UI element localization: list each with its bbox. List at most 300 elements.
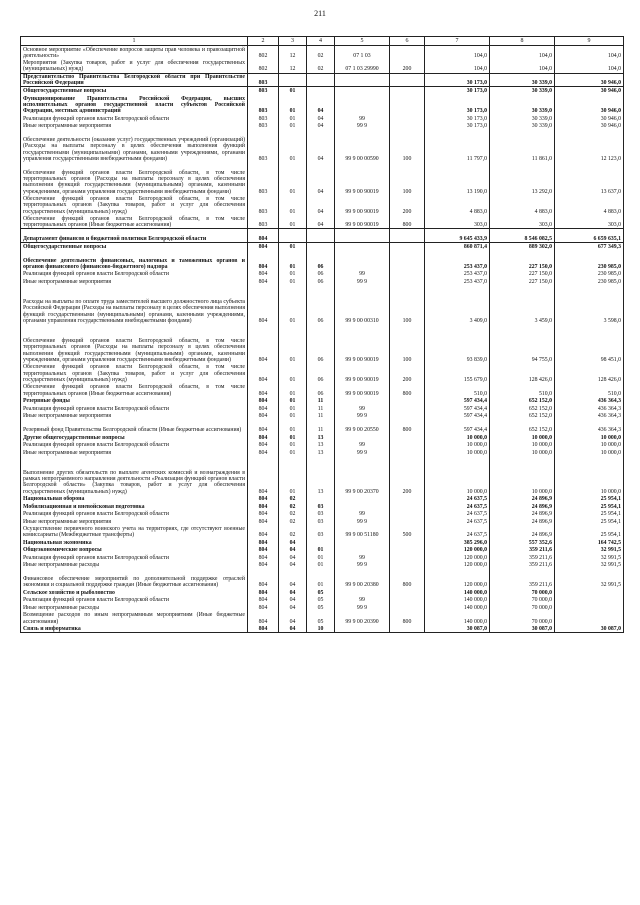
ministry-code-cell: 803 <box>248 73 279 87</box>
section-code-cell: 02 <box>279 510 307 518</box>
row-name-cell: Основное мероприятие «Обеспечение вопросов защиты прав человека и правозащитной деятельности» <box>21 46 248 60</box>
table-row <box>21 114 624 122</box>
amount-year3-cell <box>555 589 624 597</box>
amount-year2-cell: 557 352,6 <box>490 539 555 547</box>
amount-year3-cell: 10 000,0 <box>555 441 624 449</box>
column-header: 7 <box>425 37 490 46</box>
amount-year2-cell: 227 150,0 <box>490 250 555 270</box>
expense-type-cell <box>390 596 425 604</box>
amount-year3-cell: 32 991,5 <box>555 554 624 562</box>
table-row <box>21 611 624 625</box>
expense-type-cell <box>390 554 425 562</box>
table-row <box>21 546 624 554</box>
subsection-code-cell <box>307 229 335 243</box>
budget-table <box>20 36 624 633</box>
expense-type-cell <box>390 517 425 525</box>
expense-type-cell <box>390 250 425 270</box>
target-article-cell: 99 9 00 00310 <box>335 285 390 324</box>
amount-year2-cell: 359 211,6 <box>490 561 555 569</box>
amount-year3-cell: 32 991,5 <box>555 569 624 589</box>
target-article-cell: 99 9 <box>335 122 390 130</box>
ministry-code-cell: 804 <box>248 448 279 456</box>
ministry-code-cell: 804 <box>248 270 279 278</box>
amount-year3-cell: 436 364,3 <box>555 405 624 413</box>
amount-year1-cell: 11 797,0 <box>425 129 490 162</box>
amount-year3-cell: 104,0 <box>555 46 624 60</box>
table-row <box>21 94 624 114</box>
target-article-cell: 07 1 03 29990 <box>335 59 390 73</box>
expense-type-cell <box>390 270 425 278</box>
ministry-code-cell: 804 <box>248 285 279 324</box>
target-article-cell: 99 9 00 20380 <box>335 569 390 589</box>
ministry-code-cell: 804 <box>248 433 279 441</box>
ministry-code-cell: 803 <box>248 215 279 229</box>
table-body <box>21 46 624 633</box>
row-name-cell: Обеспечение функций органов власти Белгородской области, в том числе территориальных органов (Расходы на выплаты персоналу в целях обеспечения выполнения функций государственными (муниципальными) органами, казенными учреждениями, органами управления государственными внебюджетными фондами) <box>21 324 248 363</box>
row-name-cell: Национальная экономика <box>21 539 248 547</box>
row-name-cell: Иные непрограммные расходы <box>21 561 248 569</box>
section-code-cell: 01 <box>279 243 307 251</box>
row-name-cell: Выполнение других обязательств по выплате агентских комиссий и вознаграждения в рамках непрограммного направления деятельности «Реализация функций органов власти Белгородской области» (Закупка товаров, работ и услуг для обеспечения государственных (муниципальных) нужд) <box>21 456 248 495</box>
row-name-cell: Обеспечение функций органов власти Белгородской области, в том числе территориальных органов (Закупка товаров, работ и услуг для обеспечения государственных (муниципальных) нужд) <box>21 363 248 383</box>
ministry-code-cell: 802 <box>248 59 279 73</box>
target-article-cell: 99 <box>335 554 390 562</box>
amount-year1-cell: 253 437,0 <box>425 278 490 286</box>
table-row <box>21 569 624 589</box>
expense-type-cell <box>390 405 425 413</box>
section-code-cell: 01 <box>279 433 307 441</box>
section-code-cell: 01 <box>279 397 307 405</box>
column-header: 6 <box>390 37 425 46</box>
ministry-code-cell: 804 <box>248 243 279 251</box>
amount-year1-cell: 104,0 <box>425 46 490 60</box>
ministry-code-cell: 804 <box>248 502 279 510</box>
row-name-cell: Обеспечение функций органов власти Белгородской области, в том числе территориальных органов (Расходы на выплаты персоналу в целях обеспечения выполнения функций государственными (муниципальными) органами, казенными учреждениями, органами управления государственными внебюджетными фондами) <box>21 162 248 195</box>
table-row <box>21 383 624 397</box>
table-row <box>21 456 624 495</box>
table-row <box>21 502 624 510</box>
target-article-cell: 99 9 <box>335 604 390 612</box>
amount-year1-cell: 597 434,4 <box>425 405 490 413</box>
section-code-cell: 01 <box>279 94 307 114</box>
target-article-cell: 99 <box>335 270 390 278</box>
expense-type-cell <box>390 114 425 122</box>
table-row <box>21 73 624 87</box>
amount-year3-cell: 10 000,0 <box>555 433 624 441</box>
section-code-cell: 01 <box>279 87 307 95</box>
target-article-cell <box>335 502 390 510</box>
table-row <box>21 250 624 270</box>
column-header: 8 <box>490 37 555 46</box>
expense-type-cell <box>390 46 425 60</box>
amount-year2-cell: 227 150,0 <box>490 278 555 286</box>
amount-year3-cell: 128 426,0 <box>555 363 624 383</box>
row-name-cell: Национальная оборона <box>21 495 248 503</box>
amount-year1-cell: 30 173,0 <box>425 94 490 114</box>
ministry-code-cell: 803 <box>248 129 279 162</box>
row-name-cell: Обеспечение деятельности (оказание услуг) государственных учреждений (организаций) (Расходы на выплаты персоналу в целях обеспечения выполнения функций государственными (муниципальными) органами, казенными учреждениями, органами управления государственными внебюджетными фондами) <box>21 129 248 162</box>
amount-year1-cell: 24 637,5 <box>425 510 490 518</box>
section-code-cell: 01 <box>279 456 307 495</box>
row-name-cell: Сельское хозяйство и рыболовство <box>21 589 248 597</box>
row-name-cell: Иные непрограммные мероприятия <box>21 122 248 130</box>
amount-year2-cell: 30 339,0 <box>490 122 555 130</box>
row-name-cell: Финансовое обеспечение мероприятий по дополнительной поддержке отраслей экономики и социальной поддержке граждан (Иные бюджетные ассигнования) <box>21 569 248 589</box>
target-article-cell: 99 9 <box>335 561 390 569</box>
amount-year2-cell: 359 211,6 <box>490 546 555 554</box>
amount-year3-cell: 230 985,0 <box>555 270 624 278</box>
expense-type-cell <box>390 243 425 251</box>
ministry-code-cell: 804 <box>248 420 279 434</box>
subsection-code-cell: 13 <box>307 433 335 441</box>
target-article-cell: 99 <box>335 114 390 122</box>
amount-year2-cell: 30 339,0 <box>490 94 555 114</box>
section-code-cell: 04 <box>279 546 307 554</box>
amount-year3-cell: 30 946,0 <box>555 122 624 130</box>
amount-year2-cell: 10 000,0 <box>490 433 555 441</box>
subsection-code-cell: 04 <box>307 215 335 229</box>
amount-year1-cell: 10 000,0 <box>425 433 490 441</box>
amount-year1-cell: 140 000,0 <box>425 611 490 625</box>
ministry-code-cell: 803 <box>248 114 279 122</box>
ministry-code-cell: 804 <box>248 604 279 612</box>
subsection-code-cell: 06 <box>307 324 335 363</box>
section-code-cell: 01 <box>279 162 307 195</box>
amount-year1-cell: 24 637,5 <box>425 525 490 539</box>
amount-year2-cell: 359 211,6 <box>490 569 555 589</box>
row-name-cell: Обеспечение функций органов власти Белгородской области, в том числе территориальных органов (Иные бюджетные ассигнования) <box>21 215 248 229</box>
ministry-code-cell: 802 <box>248 46 279 60</box>
target-article-cell: 99 9 00 90019 <box>335 215 390 229</box>
subsection-code-cell: 06 <box>307 278 335 286</box>
amount-year3-cell: 510,0 <box>555 383 624 397</box>
section-code-cell: 01 <box>279 363 307 383</box>
amount-year1-cell: 24 637,5 <box>425 495 490 503</box>
section-code-cell: 04 <box>279 596 307 604</box>
target-article-cell: 99 <box>335 596 390 604</box>
amount-year2-cell: 24 896,9 <box>490 525 555 539</box>
subsection-code-cell: 06 <box>307 383 335 397</box>
target-article-cell <box>335 73 390 87</box>
amount-year1-cell: 4 883,0 <box>425 195 490 215</box>
expense-type-cell: 500 <box>390 525 425 539</box>
ministry-code-cell: 804 <box>248 611 279 625</box>
amount-year2-cell: 30 339,0 <box>490 114 555 122</box>
amount-year3-cell: 30 087,0 <box>555 625 624 633</box>
ministry-code-cell: 804 <box>248 589 279 597</box>
ministry-code-cell: 804 <box>248 383 279 397</box>
amount-year1-cell: 3 409,0 <box>425 285 490 324</box>
subsection-code-cell: 05 <box>307 604 335 612</box>
target-article-cell: 99 9 00 90019 <box>335 363 390 383</box>
amount-year3-cell: 30 946,0 <box>555 73 624 87</box>
ministry-code-cell: 804 <box>248 525 279 539</box>
expense-type-cell: 100 <box>390 324 425 363</box>
row-name-cell: Резервные фонды <box>21 397 248 405</box>
amount-year3-cell: 25 954,1 <box>555 495 624 503</box>
amount-year1-cell: 385 296,0 <box>425 539 490 547</box>
target-article-cell: 99 9 <box>335 448 390 456</box>
ministry-code-cell: 804 <box>248 561 279 569</box>
section-code-cell: 01 <box>279 129 307 162</box>
ministry-code-cell: 804 <box>248 441 279 449</box>
section-code-cell: 04 <box>279 569 307 589</box>
expense-type-cell <box>390 412 425 420</box>
row-name-cell: Реализация функций органов власти Белгородской области <box>21 114 248 122</box>
table-row <box>21 554 624 562</box>
amount-year2-cell: 24 896,9 <box>490 517 555 525</box>
table-row <box>21 215 624 229</box>
amount-year1-cell: 140 000,0 <box>425 589 490 597</box>
row-name-cell: Реализация функций органов власти Белгородской области <box>21 441 248 449</box>
expense-type-cell: 100 <box>390 129 425 162</box>
amount-year3-cell: 25 954,1 <box>555 510 624 518</box>
row-name-cell: Функционирование Правительства Российской Федерации, высших исполнительных органов государственной власти субъектов Российской Федерации, местных администраций <box>21 94 248 114</box>
table-row <box>21 412 624 420</box>
amount-year1-cell: 120 000,0 <box>425 561 490 569</box>
expense-type-cell <box>390 546 425 554</box>
amount-year3-cell: 30 946,0 <box>555 87 624 95</box>
subsection-code-cell: 04 <box>307 94 335 114</box>
amount-year2-cell: 30 339,0 <box>490 73 555 87</box>
amount-year3-cell: 3 598,0 <box>555 285 624 324</box>
header-row <box>21 37 624 46</box>
amount-year3-cell: 230 985,0 <box>555 250 624 270</box>
ministry-code-cell: 804 <box>248 625 279 633</box>
amount-year2-cell: 10 000,0 <box>490 448 555 456</box>
ministry-code-cell: 803 <box>248 94 279 114</box>
expense-type-cell <box>390 502 425 510</box>
target-article-cell <box>335 250 390 270</box>
amount-year2-cell: 70 000,0 <box>490 589 555 597</box>
table-row <box>21 420 624 434</box>
amount-year1-cell: 510,0 <box>425 383 490 397</box>
target-article-cell: 99 9 00 90019 <box>335 383 390 397</box>
section-code-cell: 04 <box>279 611 307 625</box>
column-header: 2 <box>248 37 279 46</box>
subsection-code-cell <box>307 87 335 95</box>
expense-type-cell <box>390 510 425 518</box>
subsection-code-cell: 02 <box>307 46 335 60</box>
expense-type-cell <box>390 625 425 633</box>
ministry-code-cell: 804 <box>248 363 279 383</box>
table-row <box>21 278 624 286</box>
amount-year3-cell: 13 637,0 <box>555 162 624 195</box>
amount-year1-cell: 253 437,0 <box>425 250 490 270</box>
target-article-cell: 99 9 00 90019 <box>335 195 390 215</box>
row-name-cell: Мероприятия (Закупка товаров, работ и услуг для обеспечения государственных (муниципальных) нужд) <box>21 59 248 73</box>
ministry-code-cell: 804 <box>248 412 279 420</box>
amount-year2-cell: 652 152,0 <box>490 412 555 420</box>
section-code-cell: 01 <box>279 270 307 278</box>
expense-type-cell <box>390 278 425 286</box>
expense-type-cell <box>390 441 425 449</box>
expense-type-cell <box>390 604 425 612</box>
amount-year3-cell: 10 000,0 <box>555 448 624 456</box>
amount-year3-cell: 436 364,3 <box>555 397 624 405</box>
section-code-cell: 04 <box>279 539 307 547</box>
ministry-code-cell: 804 <box>248 397 279 405</box>
section-code-cell: 01 <box>279 285 307 324</box>
amount-year1-cell: 140 000,0 <box>425 604 490 612</box>
amount-year2-cell: 30 087,0 <box>490 625 555 633</box>
expense-type-cell <box>390 122 425 130</box>
target-article-cell <box>335 229 390 243</box>
target-article-cell: 99 9 00 90019 <box>335 324 390 363</box>
target-article-cell: 99 9 00 20550 <box>335 420 390 434</box>
target-article-cell: 99 9 00 20370 <box>335 456 390 495</box>
row-name-cell: Иные непрограммные мероприятия <box>21 448 248 456</box>
section-code-cell: 02 <box>279 495 307 503</box>
table-row <box>21 229 624 243</box>
target-article-cell: 99 <box>335 405 390 413</box>
amount-year1-cell: 30 173,0 <box>425 122 490 130</box>
section-code-cell <box>279 73 307 87</box>
subsection-code-cell: 11 <box>307 405 335 413</box>
amount-year3-cell: 25 954,1 <box>555 502 624 510</box>
table-row <box>21 495 624 503</box>
amount-year2-cell: 652 152,0 <box>490 420 555 434</box>
subsection-code-cell: 13 <box>307 456 335 495</box>
table-row <box>21 433 624 441</box>
amount-year3-cell: 436 364,3 <box>555 420 624 434</box>
row-name-cell: Реализация функций органов власти Белгородской области <box>21 510 248 518</box>
section-code-cell: 01 <box>279 122 307 130</box>
expense-type-cell: 800 <box>390 420 425 434</box>
column-header: 9 <box>555 37 624 46</box>
expense-type-cell <box>390 433 425 441</box>
amount-year1-cell: 120 000,0 <box>425 546 490 554</box>
subsection-code-cell: 01 <box>307 546 335 554</box>
amount-year1-cell: 30 173,0 <box>425 73 490 87</box>
ministry-code-cell: 804 <box>248 456 279 495</box>
ministry-code-cell: 804 <box>248 324 279 363</box>
section-code-cell: 01 <box>279 195 307 215</box>
amount-year1-cell: 10 000,0 <box>425 441 490 449</box>
amount-year2-cell: 13 292,0 <box>490 162 555 195</box>
expense-type-cell <box>390 229 425 243</box>
target-article-cell <box>335 589 390 597</box>
expense-type-cell <box>390 495 425 503</box>
row-name-cell: Департамент финансов и бюджетной политики Белгородской области <box>21 229 248 243</box>
amount-year2-cell: 10 000,0 <box>490 456 555 495</box>
amount-year1-cell: 253 437,0 <box>425 270 490 278</box>
expense-type-cell <box>390 87 425 95</box>
target-article-cell <box>335 546 390 554</box>
amount-year2-cell: 3 459,0 <box>490 285 555 324</box>
amount-year1-cell: 597 434,4 <box>425 420 490 434</box>
row-name-cell: Связь и информатика <box>21 625 248 633</box>
ministry-code-cell: 804 <box>248 495 279 503</box>
amount-year1-cell: 104,0 <box>425 59 490 73</box>
table-row <box>21 195 624 215</box>
amount-year3-cell: 32 991,5 <box>555 546 624 554</box>
amount-year2-cell: 30 339,0 <box>490 87 555 95</box>
target-article-cell <box>335 539 390 547</box>
subsection-code-cell <box>307 243 335 251</box>
row-name-cell: Резервный фонд Правительства Белгородской области (Иные бюджетные ассигнования) <box>21 420 248 434</box>
amount-year2-cell: 70 000,0 <box>490 604 555 612</box>
table-row <box>21 129 624 162</box>
amount-year2-cell: 359 211,6 <box>490 554 555 562</box>
amount-year1-cell: 140 000,0 <box>425 596 490 604</box>
row-name-cell: Возмещение расходов по иным непрограммным мероприятиям (Иные бюджетные ассигнования) <box>21 611 248 625</box>
amount-year2-cell: 652 152,0 <box>490 405 555 413</box>
subsection-code-cell: 03 <box>307 517 335 525</box>
ministry-code-cell: 803 <box>248 122 279 130</box>
amount-year3-cell: 6 659 635,1 <box>555 229 624 243</box>
ministry-code-cell: 804 <box>248 569 279 589</box>
row-name-cell: Общегосударственные вопросы <box>21 87 248 95</box>
amount-year3-cell <box>555 611 624 625</box>
amount-year1-cell: 597 434,4 <box>425 412 490 420</box>
section-code-cell: 12 <box>279 59 307 73</box>
ministry-code-cell: 804 <box>248 546 279 554</box>
ministry-code-cell: 804 <box>248 517 279 525</box>
expense-type-cell: 800 <box>390 611 425 625</box>
row-name-cell: Обеспечение функций органов власти Белгородской области, в том числе территориальных органов (Закупка товаров, работ и услуг для обеспечения государственных (муниципальных) нужд) <box>21 195 248 215</box>
table-row <box>21 510 624 518</box>
amount-year1-cell: 120 000,0 <box>425 554 490 562</box>
row-name-cell: Другие общегосударственные вопросы <box>21 433 248 441</box>
row-name-cell: Расходы на выплаты по оплате труда заместителей высшего должностного лица субъекта Российской Федерации (Расходы на выплаты персоналу в целях обеспечения выполнения функций государственными (муниципальными) органами, казенными учреждениями, органами управления государственными внебюджетными фондами) <box>21 285 248 324</box>
ministry-code-cell: 804 <box>248 539 279 547</box>
expense-type-cell <box>390 73 425 87</box>
amount-year1-cell: 120 000,0 <box>425 569 490 589</box>
amount-year3-cell: 4 883,0 <box>555 195 624 215</box>
amount-year2-cell: 227 150,0 <box>490 270 555 278</box>
amount-year2-cell: 4 883,0 <box>490 195 555 215</box>
section-code-cell: 02 <box>279 525 307 539</box>
amount-year3-cell: 104,0 <box>555 59 624 73</box>
table-row <box>21 363 624 383</box>
subsection-code-cell: 04 <box>307 129 335 162</box>
subsection-code-cell <box>307 73 335 87</box>
subsection-code-cell: 01 <box>307 569 335 589</box>
amount-year2-cell: 8 546 082,5 <box>490 229 555 243</box>
table-row <box>21 539 624 547</box>
target-article-cell <box>335 87 390 95</box>
ministry-code-cell: 803 <box>248 162 279 195</box>
subsection-code-cell: 04 <box>307 195 335 215</box>
table-row <box>21 122 624 130</box>
amount-year1-cell: 155 679,0 <box>425 363 490 383</box>
amount-year3-cell: 30 946,0 <box>555 94 624 114</box>
table-row <box>21 441 624 449</box>
amount-year1-cell: 30 173,0 <box>425 114 490 122</box>
amount-year2-cell: 128 426,0 <box>490 363 555 383</box>
expense-type-cell: 800 <box>390 215 425 229</box>
section-code-cell: 01 <box>279 412 307 420</box>
section-code-cell: 01 <box>279 324 307 363</box>
expense-type-cell <box>390 94 425 114</box>
row-name-cell: Реализация функций органов власти Белгородской области <box>21 596 248 604</box>
row-name-cell: Иные непрограммные мероприятия <box>21 278 248 286</box>
section-code-cell <box>279 229 307 243</box>
target-article-cell: 99 <box>335 510 390 518</box>
table-row <box>21 589 624 597</box>
amount-year1-cell: 24 637,5 <box>425 502 490 510</box>
expense-type-cell <box>390 539 425 547</box>
section-code-cell: 01 <box>279 114 307 122</box>
table-row <box>21 59 624 73</box>
expense-type-cell: 800 <box>390 383 425 397</box>
table-row <box>21 604 624 612</box>
subsection-code-cell <box>307 495 335 503</box>
expense-type-cell: 200 <box>390 195 425 215</box>
expense-type-cell: 200 <box>390 456 425 495</box>
expense-type-cell: 800 <box>390 569 425 589</box>
